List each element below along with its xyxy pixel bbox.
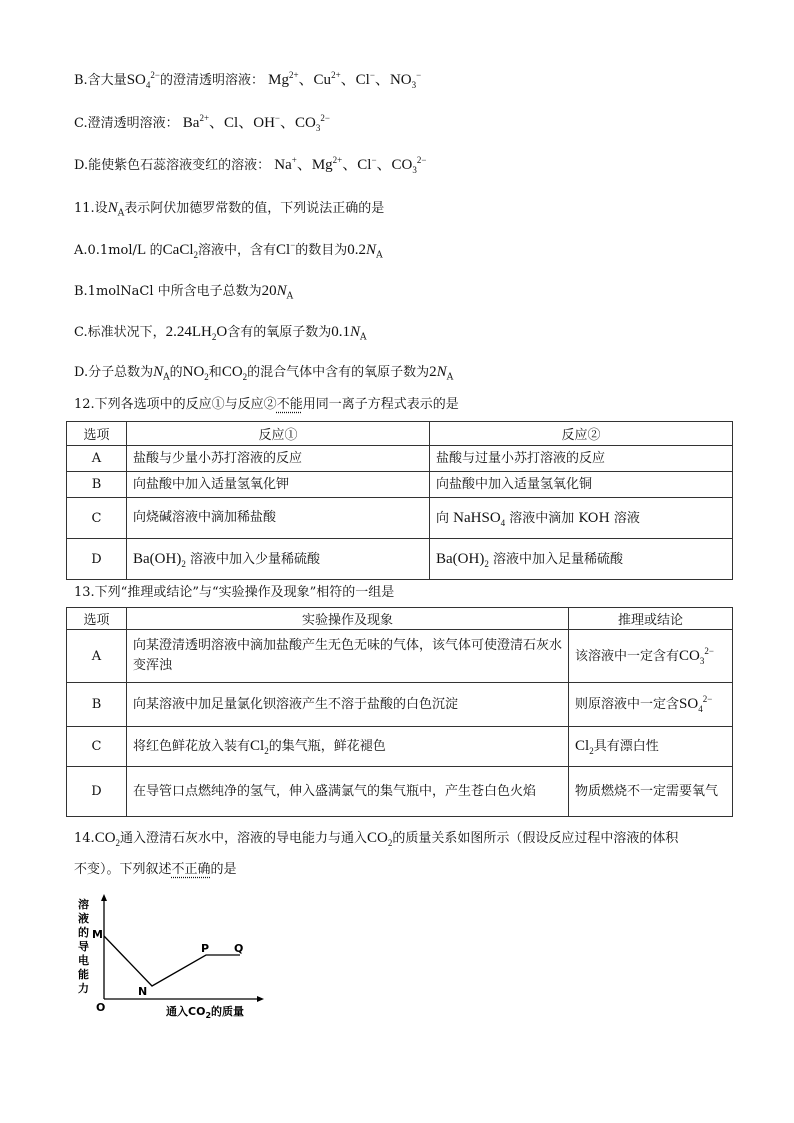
text: A.0.1mol/L 的 [74, 243, 163, 258]
text: 的数目为 [295, 243, 348, 258]
option-cell: C [67, 727, 127, 767]
text: 具有漂白性 [593, 739, 659, 754]
q12-table [66, 421, 733, 580]
y-label-char: 溶 [78, 898, 89, 911]
cell: 向盐酸中加入适量氢氧化铜 [430, 472, 733, 498]
text: 的质量关系如图所示（假设反应过程中溶液的体积 [392, 831, 679, 846]
table-row [67, 498, 733, 539]
ion: NO [389, 72, 412, 88]
ion: Cl [224, 115, 239, 131]
y-axis-arrow [101, 894, 107, 901]
text: B.1molNaCl 中所含电子总数为 [74, 284, 262, 299]
value: 2 [429, 364, 437, 380]
text: 不变）。下列叙述 [74, 862, 172, 877]
y-label-char: 电 [78, 954, 89, 967]
option-cell: A [67, 446, 127, 472]
q13-table [66, 607, 733, 817]
option-c-label: C.澄清透明溶液： [74, 116, 179, 131]
text: 通入澄清石灰水中，溶液的导电能力与通入 [120, 831, 368, 846]
text: 将红色鲜花放入装有 [133, 739, 251, 754]
value: 0.1 [331, 324, 350, 340]
text: 含有的氧原子数为 [227, 325, 332, 340]
ion: Cu [313, 72, 332, 88]
option-cell: D [67, 767, 127, 817]
text: 的集气瓶，鲜花褪色 [268, 739, 386, 754]
option-cell: C [67, 498, 127, 539]
text: 溶液中，含有 [198, 243, 277, 258]
y-label-char: 液 [78, 912, 89, 925]
text: 的混合气体中含有的氧原子数为 [247, 365, 430, 380]
option-c: C.澄清透明溶液： $Ba^{2+}$、Cl、OH−、$CO_3^{2-}$ [74, 113, 330, 133]
q11-option-d: D.分子总数为$N_A$的$NO_2$和$CO_2$的混合气体中含有的氧原子数为$2N_A$ [74, 364, 454, 383]
cell: 则原溶液中一定含$SO_4^{2-}$ [569, 683, 733, 727]
option-cell: A [67, 630, 127, 683]
text: 用同一离子方程式表示的是 [302, 397, 459, 412]
header-cell: 选项 [67, 608, 127, 630]
text: 溶液中加入足量稀硫酸 [492, 551, 623, 567]
x-label-pre: 通入CO [166, 1005, 206, 1018]
table-row [67, 727, 733, 767]
point-label-n: N [138, 985, 148, 998]
ion: Mg [268, 72, 289, 88]
ion: Na [274, 157, 292, 173]
emphasis: 不能 [276, 397, 303, 412]
point-label-m: M [92, 928, 103, 941]
text: 该溶液中一定含有 [575, 648, 680, 664]
value: 0.2 [347, 242, 367, 258]
ion: Ba [182, 115, 200, 131]
text: 和 [208, 365, 222, 380]
ion: CO [391, 157, 413, 173]
cell: 在导管口点燃纯净的氢气，伸入盛满氯气的集气瓶中，产生苍白色火焰 [127, 767, 569, 817]
q11-option-c: C.标准状况下，$2.24LH_2O$含有的氧原子数为$0.1N_A$ [74, 324, 367, 343]
conductivity-curve [104, 936, 240, 986]
cell: 向烧碱溶液中滴加稀盐酸 [127, 498, 430, 539]
y-label-char: 的 [78, 926, 89, 939]
ion: OH [253, 115, 275, 131]
table-row [67, 630, 733, 683]
cell: 向某澄清透明溶液中滴加盐酸产生无色无味的气体，该气体可使澄清石灰水变浑浊 [127, 630, 569, 683]
ion: Cl [355, 72, 370, 88]
option-cell: B [67, 683, 127, 727]
q13-title: 13.下列“推理或结论”与“实验操作及现象”相符的一组是 [74, 585, 395, 600]
option-b-label: B.含大量 [74, 73, 127, 88]
origin-label: O [96, 1001, 106, 1014]
text: 溶液中加入少量稀硫酸 [189, 551, 320, 567]
option-b-mid: 的澄清透明溶液： [159, 73, 264, 88]
q14-line-1: $14.CO_2$通入澄清石灰水中，溶液的导电能力与通入$CO_2$的质量关系如图所示（假设反应过程中溶液的体积 [74, 830, 679, 848]
cell: 该溶液中一定含有$CO_3^{2-}$ [569, 630, 733, 683]
text: 的是 [210, 862, 237, 877]
option-cell: D [67, 539, 127, 580]
option-b: B.含大量$SO_4^{2-}$的澄清透明溶液： $Mg^{2+}$、$Cu^{2+}$、Cl−、$NO_3^-$ [74, 70, 422, 90]
cell: $Ba(OH)_2$ 溶液中加入少量稀硫酸 [127, 539, 430, 580]
text: C.标准状况下， [74, 325, 166, 340]
conductivity-graph [70, 892, 270, 1022]
text: 的 [169, 365, 183, 380]
option-cell: B [67, 472, 127, 498]
cell: $Cl_2$具有漂白性 [569, 727, 733, 767]
point-label-q: Q [234, 942, 244, 955]
table-header-row [67, 608, 733, 630]
q11-option-b: B.1molNaCl 中所含电子总数为$20N_A$ [74, 283, 294, 302]
option-d-label: D.能使紫色石蕊溶液变红的溶液： [74, 158, 271, 173]
y-label-char: 能 [78, 968, 89, 981]
x-axis-label: 通入$CO_2$的质量 [166, 1005, 245, 1020]
y-label-char: 力 [78, 982, 89, 995]
q14-line-2 [74, 860, 237, 880]
q12-title [74, 395, 459, 415]
text: 则原溶液中一定含 [575, 697, 680, 712]
x-label-post: 的质量 [211, 1005, 245, 1018]
q11-stem: 11.设$N_A$表示阿伏加德罗常数的值，下列说法正确的是 [74, 200, 385, 219]
cell: $Ba(OH)_2$ 溶液中加入足量稀硫酸 [430, 539, 733, 580]
table-row [67, 767, 733, 817]
value: 2.24L [165, 324, 202, 340]
q11-text: 表示阿伏加德罗常数的值，下列说法正确的是 [124, 201, 385, 216]
text: D.分子总数为 [74, 365, 154, 380]
q14-num: 14. [74, 831, 95, 846]
cell: 物质燃烧不一定需要氧气 [569, 767, 733, 817]
cell: 向某溶液中加足量氯化钡溶液产生不溶于盐酸的白色沉淀 [127, 683, 569, 727]
table-row [67, 683, 733, 727]
header-cell: 实验操作及现象 [127, 608, 569, 630]
table-header-row [67, 422, 733, 446]
text: 向 [436, 510, 450, 526]
cell: 向 NaHSO$_4$ 溶液中滴加 KOH 溶液 [430, 498, 733, 539]
cell: 盐酸与少量小苏打溶液的反应 [127, 446, 430, 472]
x-axis-arrow [257, 996, 264, 1002]
cell: 向盐酸中加入适量氢氧化钾 [127, 472, 430, 498]
ion: Mg [311, 157, 333, 173]
header-cell: 反应① [127, 422, 430, 446]
header-cell: 反应② [430, 422, 733, 446]
point-label-p: P [201, 942, 210, 955]
table-row [67, 446, 733, 472]
y-label-char: 导 [78, 940, 89, 953]
value: 20 [261, 283, 277, 299]
table-row [67, 539, 733, 580]
q11-option-a: A.0.1mol/L 的CaCl$_2$溶液中，含有Cl−的数目为$0.2N_A$ [74, 240, 383, 261]
text: 溶液中滴加 KOH 溶液 [509, 510, 640, 526]
ion: Cl [357, 157, 372, 173]
emphasis: 不正确 [171, 862, 211, 877]
cell: 将红色鲜花放入装有$Cl_2$的集气瓶，鲜花褪色 [127, 727, 569, 767]
header-cell: 选项 [67, 422, 127, 446]
option-d: D.能使紫色石蕊溶液变红的溶液： Na+、$Mg^{2+}$、Cl−、$CO_3^{2-}$ [74, 155, 427, 175]
q11-num: 11.设 [74, 201, 108, 216]
table-row [67, 472, 733, 498]
text: 12.下列各选项中的反应①与反应② [74, 397, 277, 412]
ion: CO [295, 115, 316, 131]
header-cell: 推理或结论 [569, 608, 733, 630]
cell: 盐酸与过量小苏打溶液的反应 [430, 446, 733, 472]
y-axis-label [78, 897, 89, 995]
